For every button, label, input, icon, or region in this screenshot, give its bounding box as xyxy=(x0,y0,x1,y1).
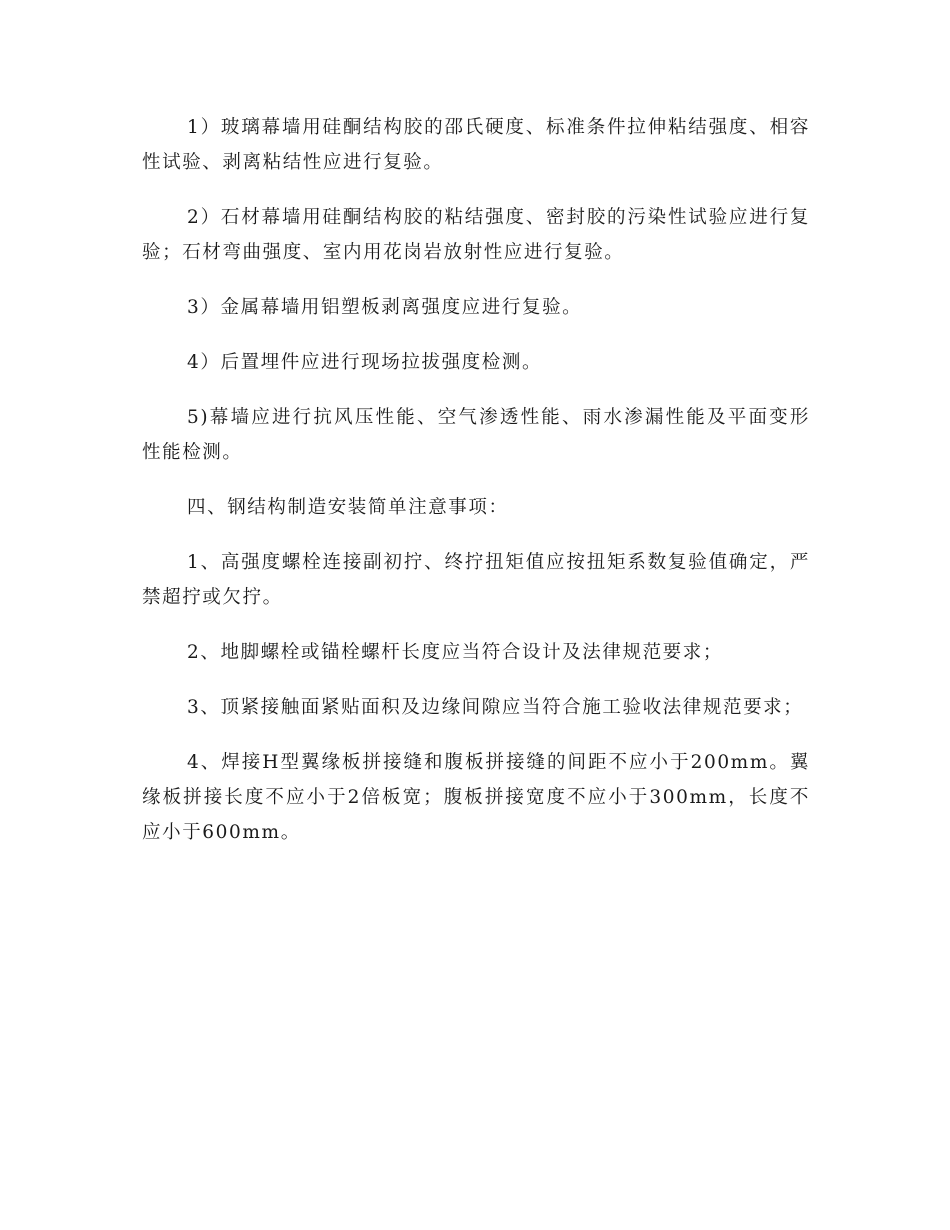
document-body xyxy=(142,110,810,870)
paragraph-anchor-bolts: 2、地脚螺栓或锚栓螺杆长度应当符合设计及法律规范要求； xyxy=(187,642,723,663)
paragraph-curtain-wall-performance: 5)幕墙应进行抗风压性能、空气渗透性能、雨水渗漏性能及平面变形性能检测。 xyxy=(142,407,810,463)
paragraph-glass-curtain-wall: 1）玻璃幕墙用硅酮结构胶的邵氏硬度、标准条件拉伸粘结强度、相容性试验、剥离粘结性应进行复验。 xyxy=(142,117,810,173)
paragraph-high-strength-bolts: 1、高强度螺栓连接副初拧、终拧扭矩值应按扭矩系数复验值确定，严禁超拧或欠拧。 xyxy=(142,552,810,608)
paragraph-contact-surface: 3、顶紧接触面紧贴面积及边缘间隙应当符合施工验收法律规范要求； xyxy=(187,697,804,718)
paragraph-embedded-parts: 4）后置埋件应进行现场拉拔强度检测。 xyxy=(187,352,543,373)
paragraph-stone-curtain-wall: 2）石材幕墙用硅酮结构胶的粘结强度、密封胶的污染性试验应进行复验；石材弯曲强度、室内用花岗岩放射性应进行复验。 xyxy=(142,207,810,263)
paragraph-metal-curtain-wall: 3）金属幕墙用铝塑板剥离强度应进行复验。 xyxy=(187,297,583,318)
paragraph-welded-h-section: 4、焊接H型翼缘板拼接缝和腹板拼接缝的间距不应小于200mm。翼缘板拼接长度不应小于2倍板宽；腹板拼接宽度不应小于300mm，长度不应小于600mm。 xyxy=(142,752,810,843)
section-heading-steel-structure: 四、钢结构制造安装简单注意事项： xyxy=(187,497,509,518)
